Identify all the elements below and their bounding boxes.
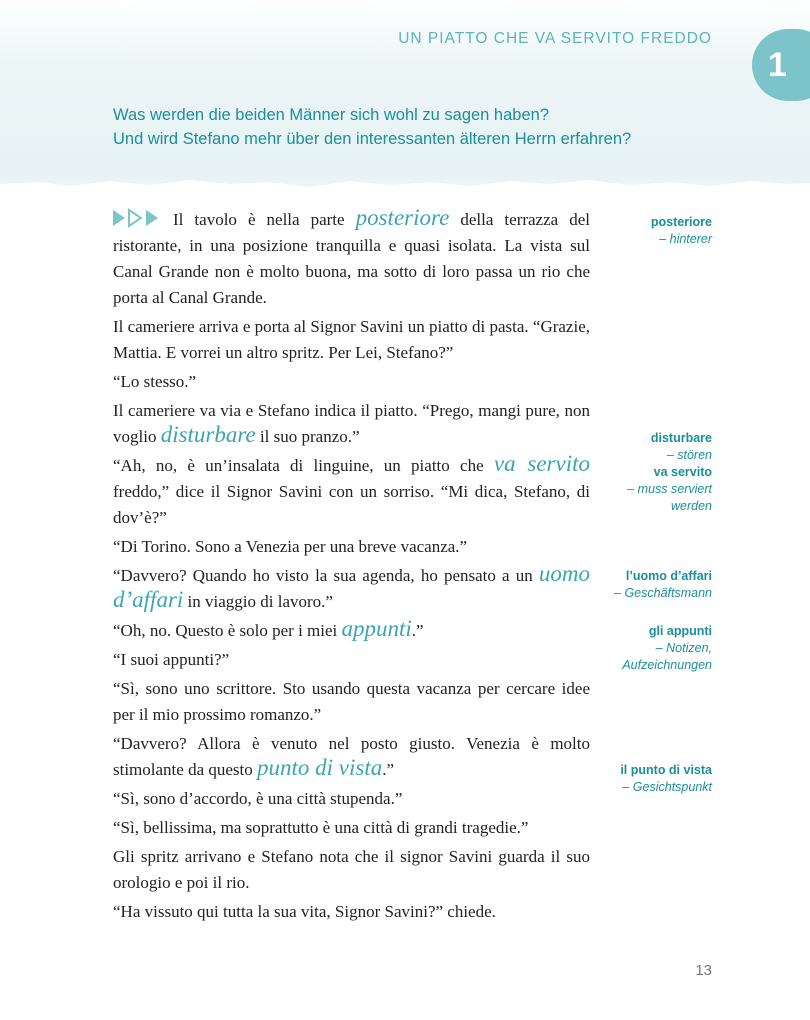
gloss-term: disturbare: [650, 431, 712, 445]
running-title: UN PIATTO CHE VA SERVITO FREDDO: [398, 30, 712, 47]
gloss-translation: – stören: [666, 448, 712, 462]
gloss-term: gli appunti: [648, 624, 712, 638]
gloss-translation: – hinterer: [659, 232, 712, 246]
keyword-va-servito: va servito: [493, 451, 590, 476]
keyword-punto-di-vista: punto di vista: [257, 755, 383, 780]
p7-after: in viaggio di lavoro.”: [183, 592, 333, 611]
keyword-appunti: appunti: [341, 616, 412, 641]
keyword-disturbare: disturbare: [160, 422, 256, 447]
paragraph-1: [113, 207, 590, 311]
gloss-appunti: [532, 623, 712, 674]
p1-after: della terrazza del ristorante, in una posizione tranquilla e quasi isolata. La vista sul Canal Grande non è molto buona, ma sotto di loro passa un rio che porta al Canal Grande.: [113, 210, 590, 307]
torn-paper-edge: [0, 176, 810, 200]
p7-before: “Davvero? Quando ho visto la sua agenda, ho pensato a un: [113, 566, 539, 585]
paragraph-4: [113, 398, 590, 450]
p5-before: “Ah, no, è un’insalata di linguine, un piatto che: [113, 456, 494, 475]
gloss-translation: – Gesichtspunkt: [622, 780, 712, 794]
paragraph-15: “Ha vissuto qui tutta la sua vita, Signor Savini?” chiede.: [113, 902, 496, 921]
chapter-number: 1: [768, 45, 787, 84]
p8-after: .”: [411, 621, 424, 640]
p1-before: Il tavolo è nella parte: [173, 210, 356, 229]
p11-before: “Davvero? Allora è venuto nel posto giusto. Venezia è molto stimolante da questo: [113, 734, 590, 779]
gloss-term: posteriore: [650, 215, 712, 229]
paragraph-8: [113, 618, 590, 644]
p5-after: freddo,” dice il Signor Savini con un sorriso. “Mi dica, Stefano, di dov’è?”: [113, 482, 590, 527]
paragraph-11: [113, 731, 590, 783]
audio-track-icon[interactable]: [113, 207, 167, 229]
p4-after: il suo pranzo.”: [255, 427, 360, 446]
paragraph-14: Gli spritz arrivano e Stefano nota che il signor Savini guarda il suo orologio e poi il rio.: [113, 847, 590, 892]
gloss-translation: – Geschäftsmann: [614, 586, 712, 600]
paragraph-2: Il cameriere arriva e porta al Signor Savini un piatto di pasta. “Grazie, Mattia. E vorrei un altro spritz. Per Lei, Stefano?”: [113, 317, 590, 362]
gloss-term: l’uomo d’affari: [625, 569, 712, 583]
paragraph-13: “Sì, bellissima, ma soprattutto è una città di grandi tragedie.”: [113, 818, 529, 837]
header-band: [0, 0, 810, 192]
paragraph-9: “I suoi appunti?”: [113, 650, 230, 669]
paragraph-6: “Di Torino. Sono a Venezia per una breve vacanza.”: [113, 537, 468, 556]
paragraph-10: “Sì, sono uno scrittore. Sto usando questa vacanza per cercare idee per il mio prossimo romanzo.”: [113, 679, 590, 724]
page-number: 13: [695, 962, 712, 979]
paragraph-3: “Lo stesso.”: [113, 372, 197, 391]
keyword-uomo-daffari: uomo d’affari: [113, 561, 590, 612]
gloss-punto-di-vista: [532, 762, 712, 796]
gloss-uomo-daffari: [532, 568, 712, 602]
p4-before: Il cameriere va via e Stefano indica il piatto. “Prego, mangi pure, non voglio: [113, 401, 590, 446]
gloss-term: il punto di vista: [620, 763, 712, 777]
gloss-posteriore: [532, 214, 712, 248]
paragraph-12: “Sì, sono d’accordo, è una città stupenda.”: [113, 789, 403, 808]
intro-line-1: Was werden die beiden Männer sich wohl zu sagen haben?: [113, 106, 549, 124]
gloss-translation: – muss serviert: [627, 482, 712, 496]
gloss-translation: Aufzeichnungen: [622, 658, 712, 672]
gloss-translation: – Notizen,: [655, 641, 712, 655]
p8-before: “Oh, no. Questo è solo per i miei: [113, 621, 342, 640]
gloss-term: va servito: [653, 465, 712, 479]
intro-questions: [113, 103, 713, 151]
intro-line-2: Und wird Stefano mehr über den interessanten älteren Herrn erfahren?: [113, 130, 632, 148]
paragraph-5: [113, 453, 590, 531]
story-text: [113, 207, 590, 928]
keyword-posteriore: posteriore: [355, 205, 450, 230]
gloss-disturbare: [532, 430, 712, 515]
paragraph-7: [113, 563, 590, 615]
gloss-translation: werden: [671, 499, 712, 513]
p11-after: .”: [382, 760, 395, 779]
